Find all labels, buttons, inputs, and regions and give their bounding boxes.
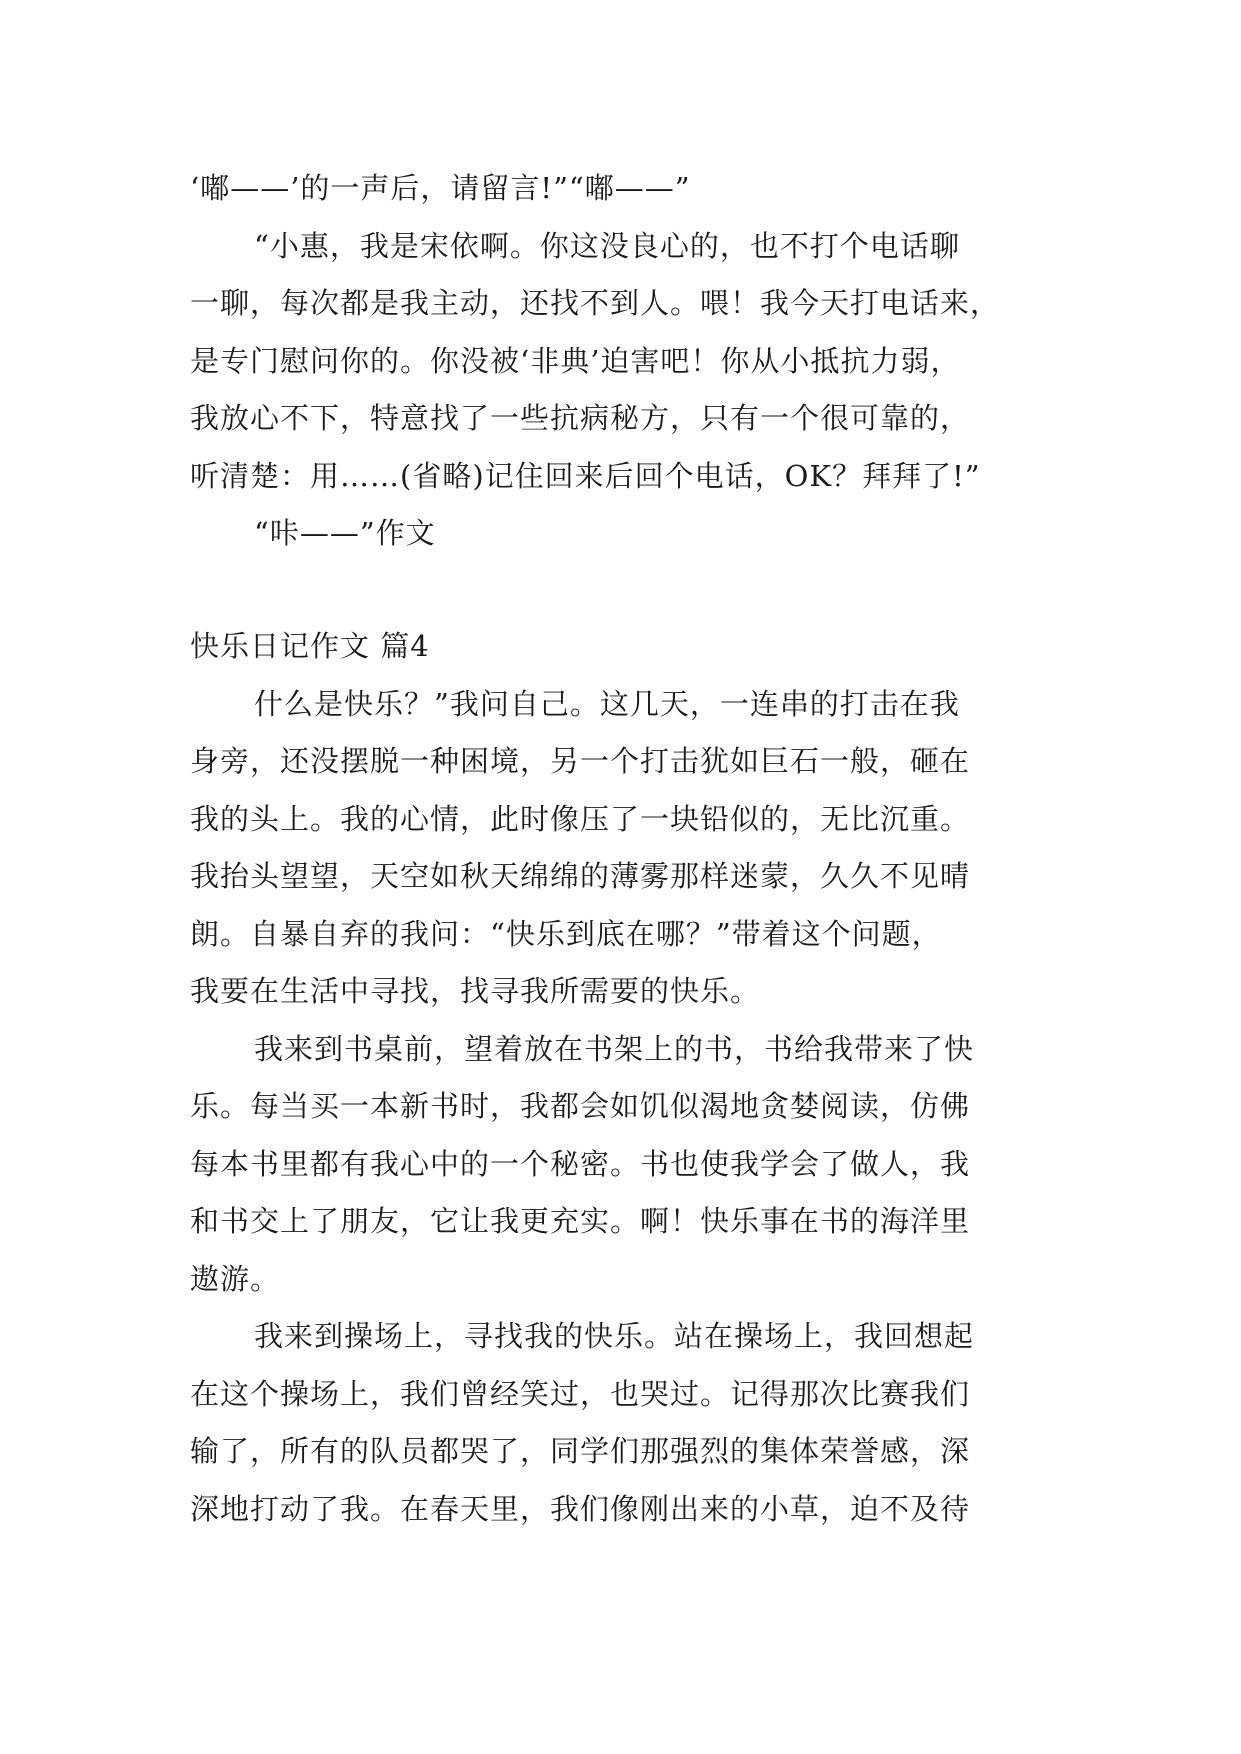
paragraph-line: 遨游。: [190, 1261, 281, 1296]
paragraph-line: 什么是快乐？”我问自己。这几天，一连串的打击在我: [254, 686, 960, 721]
paragraph-line: 在这个操场上，我们曾经笑过，也哭过。记得那次比赛我们: [190, 1376, 971, 1411]
paragraph-line: 深地打动了我。在春天里，我们像刚出来的小草，迫不及待: [190, 1491, 971, 1526]
section-heading: 快乐日记作文 篇4: [190, 629, 430, 663]
paragraph-line: “小惠，我是宋依啊。你这没良心的，也不打个电话聊: [254, 228, 960, 263]
section-2-text: [190, 618, 1060, 1538]
paragraph-line: 听清楚：用……(省略)记住回来后回个电话，OK？拜拜了!”: [190, 458, 981, 493]
paragraph-line: 一聊，每次都是我主动，还找不到人。喂！我今天打电话来，: [190, 286, 1001, 320]
paragraph-line: 身旁，还没摆脱一种困境，另一个打击犹如巨石一般，砸在: [190, 744, 971, 778]
paragraph-line: 我来到书桌前，望着放在书架上的书，书给我带来了快: [254, 1031, 975, 1066]
section-1-text: [190, 160, 1060, 563]
paragraph-line: 是专门慰问你的。你没被‘非典’迫害吧！你从小抵抗力弱，: [190, 343, 961, 378]
paragraph-line: 我来到操场上，寻找我的快乐。站在操场上，我回想起: [254, 1319, 975, 1353]
paragraph-line: 我要在生活中寻找，找寻我所需要的快乐。: [190, 974, 761, 1008]
paragraph-line: 朗。自暴自弃的我问：“快乐到底在哪？”带着这个问题，: [190, 916, 942, 951]
paragraph-line: ‘嘟——’的一声后，请留言!”“嘟——”: [190, 171, 691, 205]
paragraph-line: 输了，所有的队员都哭了，同学们那强烈的集体荣誉感，深: [190, 1434, 971, 1468]
paragraph-line: 每本书里都有我心中的一个秘密。书也使我学会了做人，我: [190, 1146, 971, 1181]
paragraph-line: 乐。每当买一本新书时，我都会如饥似渴地贪婪阅读，仿佛: [190, 1089, 971, 1123]
paragraph-line: 我抬头望望，天空如秋天绵绵的薄雾那样迷蒙，久久不见晴: [190, 859, 971, 893]
paragraph-line: 和书交上了朋友，它让我更充实。啊！快乐事在书的海洋里: [190, 1204, 971, 1238]
paragraph-line: 我的头上。我的心情，此时像压了一块铅似的，无比沉重。: [190, 801, 971, 836]
paragraph-line: 我放心不下，特意找了一些抗病秘方，只有一个很可靠的，: [190, 401, 971, 435]
paragraph-line: “咔——”作文: [254, 516, 436, 550]
